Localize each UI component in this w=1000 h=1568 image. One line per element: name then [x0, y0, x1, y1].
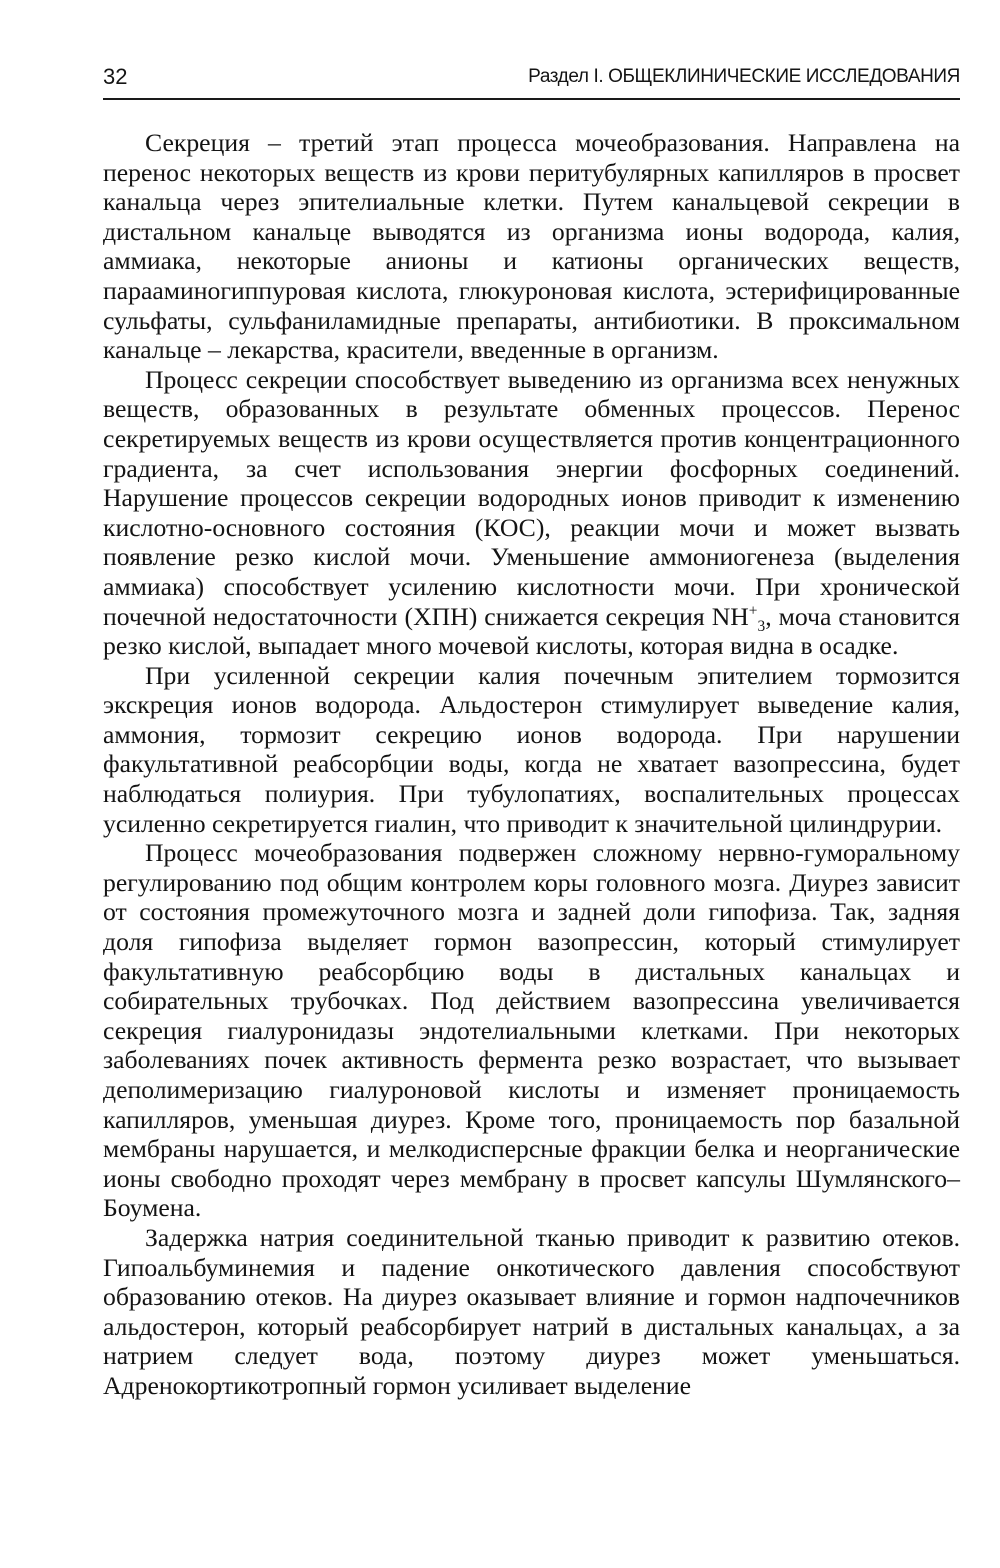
paragraph-secretion-process [103, 365, 960, 661]
section-title: Раздел I. ОБЩЕКЛИНИЧЕСКИЕ ИССЛЕДОВАНИЯ [528, 66, 960, 87]
paragraph-secretion: Секреция – третий этап процесса мочеобразования. Направлена на перенос некоторых веществ из крови перитубулярных капилляров в просвет канальца через эпителиальные клетки. Путем канальцевой секреции в дистальном канальце выводятся из организма ионы водорода, калия, аммиака, некоторые анионы и катионы органических веществ, парааминогиппуровая кислота, глюкуроновая кислота, эстерифицированные сульфаты, сульфаниламидные препараты, антибиотики. В проксимальном канальце – лекарства, красители, введенные в организм. [103, 128, 960, 365]
paragraph-regulation: Процесс мочеобразования подвержен сложному нервно-гуморальному регулированию под общим контролем коры головного мозга. Диурез зависит от состояния промежуточного мозга и задней доли гипофиза. Так, задняя доля гипофиза выделяет гормон вазопрессин, который стимулирует факультативную реабсорбцию воды в дистальных канальцах и собирательных трубочках. Под действием вазопрессина увеличивается секреция гиалуронидазы эндотелиальными клетками. При некоторых заболеваниях почек активность фермента резко возрастает, что вызывает деполимеризацию гиалуроновой кислоты и изменяет проницаемость капилляров, уменьшая диурез. Кроме того, проницаемость пор базальной мембраны нарушается, и мелкодисперсные фракции белка и неорганические ионы свободно проходят через мембрану в просвет капсулы Шумлянского–Боумена. [103, 838, 960, 1223]
running-header [103, 58, 960, 100]
paragraph-text-before: Процесс секреции способствует выведению из организма всех ненужных веществ, образованных в результате обменных процессов. Перенос секретируемых веществ из крови осуществляется против концентрационного градиента, за счет использования энергии фосфорных соединений. Нарушение процессов секреции водородных ионов приводит к изменению кислотно-основного состояния (КОС), реакции мочи и может вызвать появление резко кислой мочи. Уменьшение аммониогенеза (выделения аммиака) способствует усилению кислотности мочи. При хронической почечной недостаточности (ХПН) снижается секреция NH [103, 364, 960, 631]
ion-charge-superscript: + [748, 601, 758, 619]
body-text [103, 128, 960, 1401]
paragraph-potassium: При усиленной секреции калия почечным эпителием тормозится экскреция ионов водорода. Альдостерон стимулирует выведение калия, аммония, тормозит секрецию ионов водорода. При нарушении факультативной реабсорбции воды, когда не хватает вазопрессина, будет наблюдаться полиурия. При тубулопатиях, воспалительных процессах усиленно секретируется гиалин, что приводит к значительной цилиндрурии. [103, 660, 960, 838]
ion-subscript: 3 [757, 617, 766, 635]
page-number: 32 [103, 64, 128, 89]
paragraph-sodium: Задержка натрия соединительной тканью приводит к развитию отеков. Гипоальбуминемия и падение онкотического давления способствуют образованию отеков. На диурез оказывает влияние и гормон надпочечников альдостерон, который реабсорбирует натрий в дистальных канальцах, а за натрием следует вода, поэтому диурез может уменьшаться. Адренокортикотропный гормон усиливает выделение [103, 1222, 960, 1400]
paragraph-text-after: , моча становится резко кислой, выпадает много мочевой кислоты, которая видна в осадке. [103, 601, 960, 661]
